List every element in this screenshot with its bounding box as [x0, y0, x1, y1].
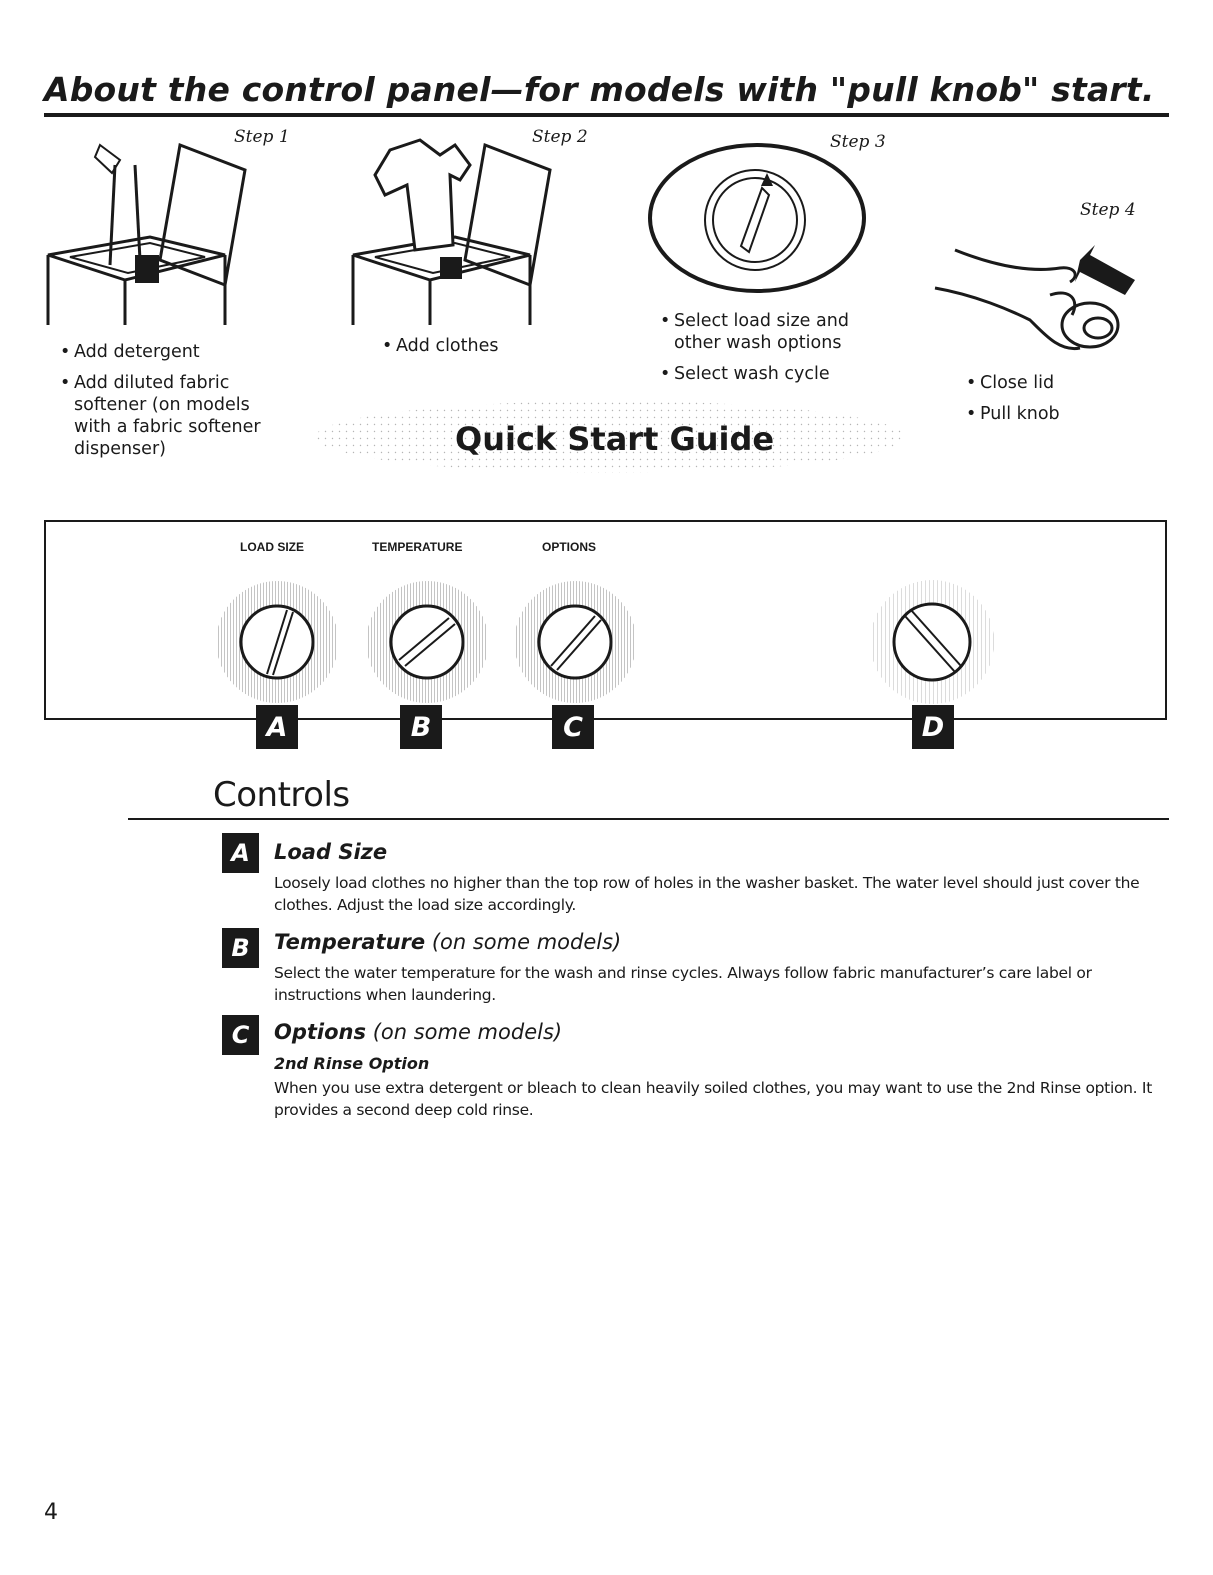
- cycle-knob[interactable]: [865, 580, 999, 704]
- quick-start-guide-title: Quick Start Guide: [455, 420, 775, 458]
- step-4-label: Step 4: [1080, 200, 1136, 220]
- section-c-body: When you use extra detergent or bleach to clean heavily soiled clothes, you may want to use the 2nd Rinse option. It provides a second deep cold rinse.: [274, 1079, 1152, 1119]
- step-2-bullet-1: • Add clothes: [382, 335, 582, 357]
- badge-a: A: [256, 705, 298, 749]
- step-1-bullet-1: • Add detergent: [60, 341, 270, 363]
- step-3-label: Step 3: [830, 132, 886, 152]
- step-1-bullets: [60, 341, 270, 460]
- washer-detergent-illustration: [40, 125, 260, 325]
- section-c-title: Options: [274, 1020, 366, 1044]
- section-b-qualifier: (on some models): [431, 930, 622, 954]
- section-b-title: Temperature: [274, 930, 426, 954]
- section-b-body: Select the water temperature for the wash and rinse cycles. Always follow fabric manufacturer’s care label or instructions when laundering.: [274, 964, 1092, 1004]
- dial-illustration: [647, 140, 872, 300]
- step-2-bullets: [382, 335, 582, 357]
- step-1-bullet-2: • Add diluted fabric softener (on models with a fabric softener dispenser): [60, 372, 270, 460]
- page-title: About the control panel—for models with "pull knob" start.: [44, 70, 1155, 109]
- step-3-bullet-1: • Select load size and other wash options: [660, 310, 860, 354]
- step-4-bullet-2: • Pull knob: [966, 403, 1126, 425]
- step-1-label: Step 1: [234, 127, 290, 147]
- page-number: 4: [44, 1500, 58, 1525]
- section-c-qualifier: (on some models): [372, 1020, 563, 1044]
- load-size-label: LOAD SIZE: [240, 540, 305, 554]
- options-label: OPTIONS: [542, 540, 597, 554]
- temperature-knob[interactable]: [365, 580, 489, 704]
- controls-title: Controls: [213, 775, 350, 815]
- section-b-heading: [274, 930, 621, 954]
- section-b-badge: B: [222, 928, 259, 968]
- step-2-label: Step 2: [532, 127, 588, 147]
- section-c-subtitle: 2nd Rinse Option: [274, 1054, 430, 1073]
- section-a-title: Load Size: [274, 840, 388, 864]
- step-4-bullets: [966, 372, 1126, 425]
- load-size-knob[interactable]: [215, 580, 339, 704]
- section-a-heading: [274, 840, 387, 864]
- temperature-label: TEMPERATURE: [372, 540, 463, 554]
- badge-d: D: [912, 705, 954, 749]
- badge-b: B: [400, 705, 442, 749]
- step-3-bullets: [660, 310, 860, 385]
- options-knob[interactable]: [513, 580, 637, 704]
- controls-rule: [128, 818, 1169, 820]
- section-a-body: Loosely load clothes no higher than the top row of holes in the washer basket. The water level should just cover the clothes. Adjust the load size accordingly.: [274, 874, 1140, 914]
- step-4-bullet-1: • Close lid: [966, 372, 1126, 394]
- section-c-heading: [274, 1020, 562, 1044]
- section-c-badge: C: [222, 1015, 259, 1055]
- hand-pull-knob-illustration: [930, 240, 1155, 365]
- title-rule: [44, 113, 1169, 117]
- section-a-badge: A: [222, 833, 259, 873]
- step-3-bullet-2: • Select wash cycle: [660, 363, 860, 385]
- badge-c: C: [552, 705, 594, 749]
- washer-clothes-illustration: [345, 125, 565, 325]
